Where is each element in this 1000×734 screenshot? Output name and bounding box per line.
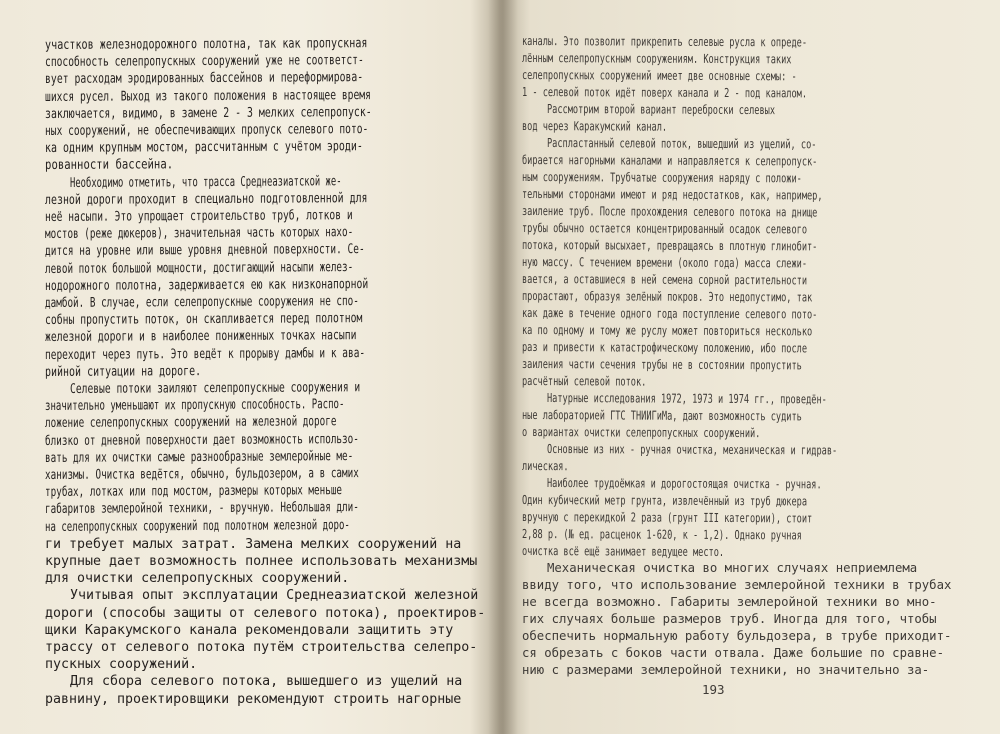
- right-page-line: не всегда возможно. Габариты землеройной техники во мно-: [522, 595, 937, 609]
- right-page-line: заиления части сечения трубы не в состоянии пропустить: [521, 357, 802, 373]
- right-page-line: нию с размерами землеройной техники, но значительно за-: [522, 663, 930, 677]
- left-page-line: ги требует малых затрат. Замена мелких сооружений на: [45, 536, 462, 552]
- left-page-line: способность селепропускных сооружений уже не соответст-: [45, 53, 364, 71]
- right-page-line: трубы обычно остается концентрированный осадок селевого: [521, 221, 808, 237]
- left-page-line: вать для их очистки самые разнообразные землеройные ме-: [45, 448, 354, 466]
- left-page-line: на селепропускных сооружений под полотном железной доро-: [45, 517, 350, 535]
- right-page-line: заиление труб. После прохождения селевого потока на днище: [521, 204, 818, 220]
- left-page-line: вует расходам эродированных бассейнов и переформирова-: [45, 70, 364, 88]
- left-page-line: значительно уменьшают их пропускную способность. Распо-: [45, 397, 345, 415]
- right-page-line: каналы. Это позволит прикрепить селевые русла к опреде-: [521, 34, 808, 50]
- right-page-line: ные лабораторией ГТС ТНИИГиМа, дают возможность судить: [521, 408, 802, 424]
- right-page-line: вается, а оставшиеся в ней семена сорной растительности: [521, 272, 808, 288]
- left-page-line: рийной ситуации на дороге.: [45, 363, 202, 380]
- right-page-line: очистка всё ещё занимает ведущее место.: [521, 544, 725, 560]
- right-page-line: Один кубический метр грунта, извлечённый из труб дюкера: [521, 493, 808, 509]
- left-page-line: мостов (реже дюкеров), значительная часть которых нахо-: [45, 225, 354, 243]
- left-page-line: трассу от селевого потока путём строительства селепро-: [45, 640, 478, 655]
- right-page-line: Натурные исследования 1972, 1973 и 1974 гг., проведён-: [546, 391, 827, 407]
- left-page-line: переходит через путь. Это ведёт к прорыву дамбы и к ава-: [45, 345, 366, 363]
- left-page-line: Для сбора селевого потока, вышедшего из ущелий на: [70, 674, 463, 690]
- left-page-line: участков железнодорожного полотна, так как пропускная: [45, 36, 368, 53]
- left-page-line: габаритов землеройной техники, - вручную. Небольшая дли-: [45, 500, 359, 518]
- right-page-line: Распластанный селевой поток, вышедший из ущелий, со-: [546, 136, 817, 152]
- left-page-line: дится на уровне или выше уровня дневной поверхности. Се-: [45, 242, 365, 260]
- right-page-line: о вариантах очистки селепропускных сооружений.: [521, 425, 761, 441]
- right-page-line: раз и привести к катастрофическому положению, ибо после: [521, 340, 808, 356]
- page-number: 193: [702, 682, 725, 697]
- left-page-line: неё насыпи. Это упрощает строительство труб, лотков и: [45, 208, 353, 225]
- right-page-line: 1 - селевой поток идёт поверх канала и 2 - под каналом.: [521, 85, 808, 101]
- right-page-line: потока, который высыхает, превращаясь в плотную глинобит-: [521, 238, 818, 254]
- left-page-line: близко от дневной поверхности дает возможность использо-: [45, 431, 359, 449]
- left-page-line: ханизмы. Очистка ведётся, обычно, бульдозером, а в самих: [45, 466, 359, 483]
- left-page-line: ложение селепропускных сооружений на железной дороге: [45, 414, 337, 432]
- left-page-line: левой поток большой мощности, достигающий насыпи желез-: [45, 259, 354, 277]
- right-page-line: ввиду того, что использование землеройной техники в трубах: [522, 578, 952, 592]
- right-page-line: расчётный селевой поток.: [521, 374, 647, 389]
- right-page-line: лическая.: [521, 459, 569, 474]
- left-page-line: нодорожного полотна, задерживается ею как низконапорной: [45, 276, 369, 294]
- right-page-line: ным сооружениям. Трубчатые сооружения наряду с положи-: [521, 170, 802, 186]
- left-page-line: дороги (способы защиты от селевого потока), проектиров-: [45, 605, 486, 621]
- right-page-line: обеспечить нормальную работу бульдозера, в трубе приходит-: [522, 629, 952, 643]
- right-page-line: Основные из них - ручная очистка, механическая и гидрав-: [546, 442, 838, 458]
- left-page-line: Селевые потоки заиляют селепропускные сооружения и: [70, 380, 361, 397]
- left-page-line: заключается, видимо, в замене 2 - 3 мелких селепропуск-: [45, 104, 372, 122]
- left-page-line: собны пропустить поток, он скапливается перед полотном: [45, 311, 363, 329]
- right-page-line: селепропускных сооружений имеет две основные схемы: -: [521, 68, 797, 84]
- right-page: [500, 0, 1000, 734]
- left-page-line: железной дороги и в наиболее пониженных точках насыпи: [45, 328, 357, 346]
- right-page-line: лённым селепропускным сооружениям. Конструкция таких: [521, 51, 792, 67]
- left-page-line: лезной дороги проходит в специально подготовленной для: [45, 190, 368, 208]
- right-page-line: Рассмотрим второй вариант переброски селевых: [546, 102, 776, 118]
- right-page-line: ка по одному и тому же руслу может повториться несколько: [521, 323, 813, 339]
- right-page-line: ся обрезать с боков части отвала. Даже большие по сравне-: [522, 646, 944, 660]
- right-page-line: Механическая очистка во многих случаях неприемлема: [547, 561, 918, 575]
- right-page-line: вод через Каракумский канал.: [521, 119, 668, 134]
- right-page-line: как даже в течение одного года поступление селевого пото-: [521, 306, 818, 322]
- left-page-line: крупные дает возможность полнее использовать механизмы: [45, 554, 478, 569]
- left-page-line: щики Каракумского канала рекомендовали защитить эту: [45, 622, 454, 638]
- left-page-line: Учитывая опыт эксплуатации Среднеазиатской железной: [70, 588, 479, 604]
- left-page-line: Необходимо отметить, что трасса Среднеазиатской же-: [70, 173, 342, 191]
- right-page-line: ную массу. С течением времени (около года) масса слежи-: [521, 255, 808, 271]
- right-page-line: тельными сторонами имеют и ряд недостатков, как, например,: [521, 187, 823, 203]
- right-page-line: гих случаях больше размеров труб. Иногда для того, чтобы: [522, 612, 937, 626]
- left-page-line: дамбой. В случае, если селепропускные сооружения не спо-: [45, 294, 359, 311]
- left-page-line: для очистки селепропускных сооружений.: [45, 571, 350, 587]
- left-page-line: рованности бассейна.: [45, 157, 174, 174]
- left-page-line: трубах, лотках или под мостом, размеры которых меньше: [45, 483, 343, 501]
- left-page-line: ных сооружений, не обеспечивающих пропуск селевого пото-: [45, 122, 369, 139]
- right-page-line: бирается нагорными каналами и направляется к селепропуск-: [521, 153, 818, 169]
- right-page-line: вручную с перекидкой 2 раза (грунт III категории), стоит: [521, 510, 813, 526]
- left-page-line: пускных сооружений.: [45, 657, 198, 673]
- right-page-line: 2,88 р. (№ ед. расценок 1-620, к - 1,2). Однако ручная: [521, 527, 802, 543]
- right-page-line: Наиболее трудоёмкая и дорогостоящая очистка - ручная.: [546, 476, 822, 492]
- left-page-line: равнину, проектировщики рекомендуют строить нагорные: [45, 691, 462, 707]
- left-page-line: ка одним крупным мостом, рассчитанным с учётом эроди-: [45, 139, 363, 157]
- right-page-line: прорастают, образуя зелёный покров. Это недопустимо, так: [521, 289, 813, 305]
- left-page-line: шихся русел. Выход из такого положения в настоящее время: [45, 87, 371, 105]
